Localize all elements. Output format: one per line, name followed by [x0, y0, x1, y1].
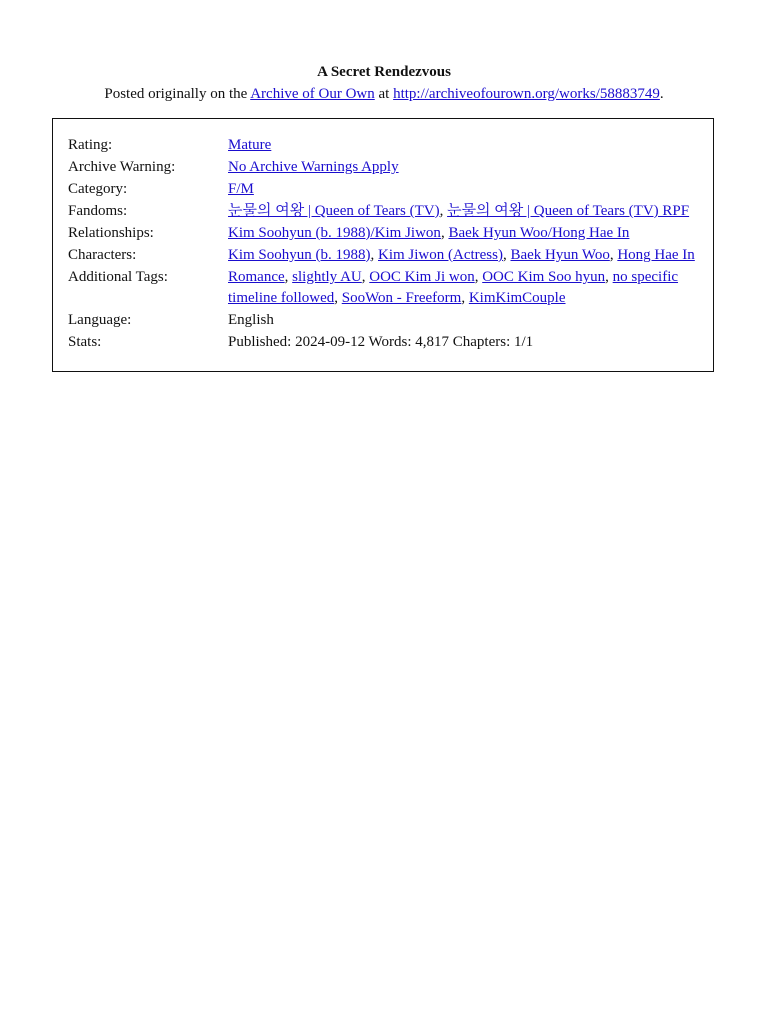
tag-link[interactable]: Romance [228, 269, 285, 285]
separator: , [609, 247, 618, 263]
tags-list [228, 267, 695, 309]
separator: , [370, 247, 378, 263]
separator: , [461, 290, 469, 306]
work-title: A Secret Rendezvous [317, 64, 451, 80]
period: . [659, 86, 664, 102]
relationship-link[interactable]: Baek Hyun Woo/Hong Hae In [448, 225, 630, 241]
tags-label: Additional Tags: [68, 269, 168, 285]
fandom-link[interactable]: 눈물의 여왕 | Queen of Tears (TV) RPF [447, 203, 690, 219]
character-link[interactable]: Kim Soohyun (b. 1988) [228, 247, 371, 263]
work-url-link[interactable]: http://archiveofourown.org/works/58883749 [393, 86, 660, 102]
separator: , [439, 203, 448, 219]
rating-link[interactable]: Mature [228, 137, 272, 153]
relationship-link[interactable]: Kim Soohyun (b. 1988)/Kim Jiwon [228, 225, 441, 241]
category-link[interactable]: F/M [228, 181, 254, 197]
tag-link[interactable]: slightly AU [292, 269, 362, 285]
separator: , [605, 269, 613, 285]
warning-row [68, 157, 695, 178]
at-text: at [374, 86, 394, 102]
language-value: English [228, 312, 274, 328]
fandoms-row [68, 201, 695, 222]
separator: , [474, 269, 483, 285]
fandoms-label: Fandoms: [68, 203, 128, 219]
character-link[interactable]: Kim Jiwon (Actress) [378, 247, 503, 263]
separator: , [440, 225, 449, 241]
work-header [0, 0, 768, 104]
relationships-row [68, 223, 695, 244]
warning-link[interactable]: No Archive Warnings Apply [228, 159, 399, 175]
category-label: Category: [68, 181, 128, 197]
tag-link[interactable]: no specific timeline followed [228, 269, 679, 306]
separator: , [334, 290, 342, 306]
separator: , [361, 269, 370, 285]
relationships-list [228, 223, 695, 244]
relationships-label: Relationships: [68, 225, 154, 241]
stats-row [68, 332, 695, 353]
work-metadata-box [52, 118, 714, 372]
posted-line [0, 84, 768, 104]
tag-link[interactable]: KimKimCouple [468, 290, 566, 306]
tag-link[interactable]: OOC Kim Soo hyun [482, 269, 606, 285]
characters-row [68, 245, 695, 266]
posted-prefix: Posted originally on the [104, 86, 251, 102]
category-row [68, 179, 695, 200]
tag-link[interactable]: SooWon - Freeform [341, 290, 462, 306]
stats-label: Stats: [68, 334, 102, 350]
character-link[interactable]: Hong Hae In [617, 247, 695, 263]
warning-label: Archive Warning: [68, 159, 176, 175]
characters-list [228, 245, 695, 266]
language-label: Language: [68, 312, 132, 328]
stats-value: Published: 2024-09-12 Words: 4,817 Chapters: 1/1 [228, 334, 534, 350]
fandom-link[interactable]: 눈물의 여왕 | Queen of Tears (TV) [228, 203, 440, 219]
tags-row [68, 267, 695, 309]
tag-link[interactable]: OOC Kim Ji won [369, 269, 475, 285]
rating-label: Rating: [68, 137, 113, 153]
rating-row [68, 135, 695, 156]
fandoms-list [228, 201, 695, 222]
language-row [68, 310, 695, 331]
archive-link[interactable]: Archive of Our Own [250, 86, 375, 102]
characters-label: Characters: [68, 247, 137, 263]
separator: , [502, 247, 511, 263]
separator: , [284, 269, 293, 285]
character-link[interactable]: Baek Hyun Woo [510, 247, 610, 263]
